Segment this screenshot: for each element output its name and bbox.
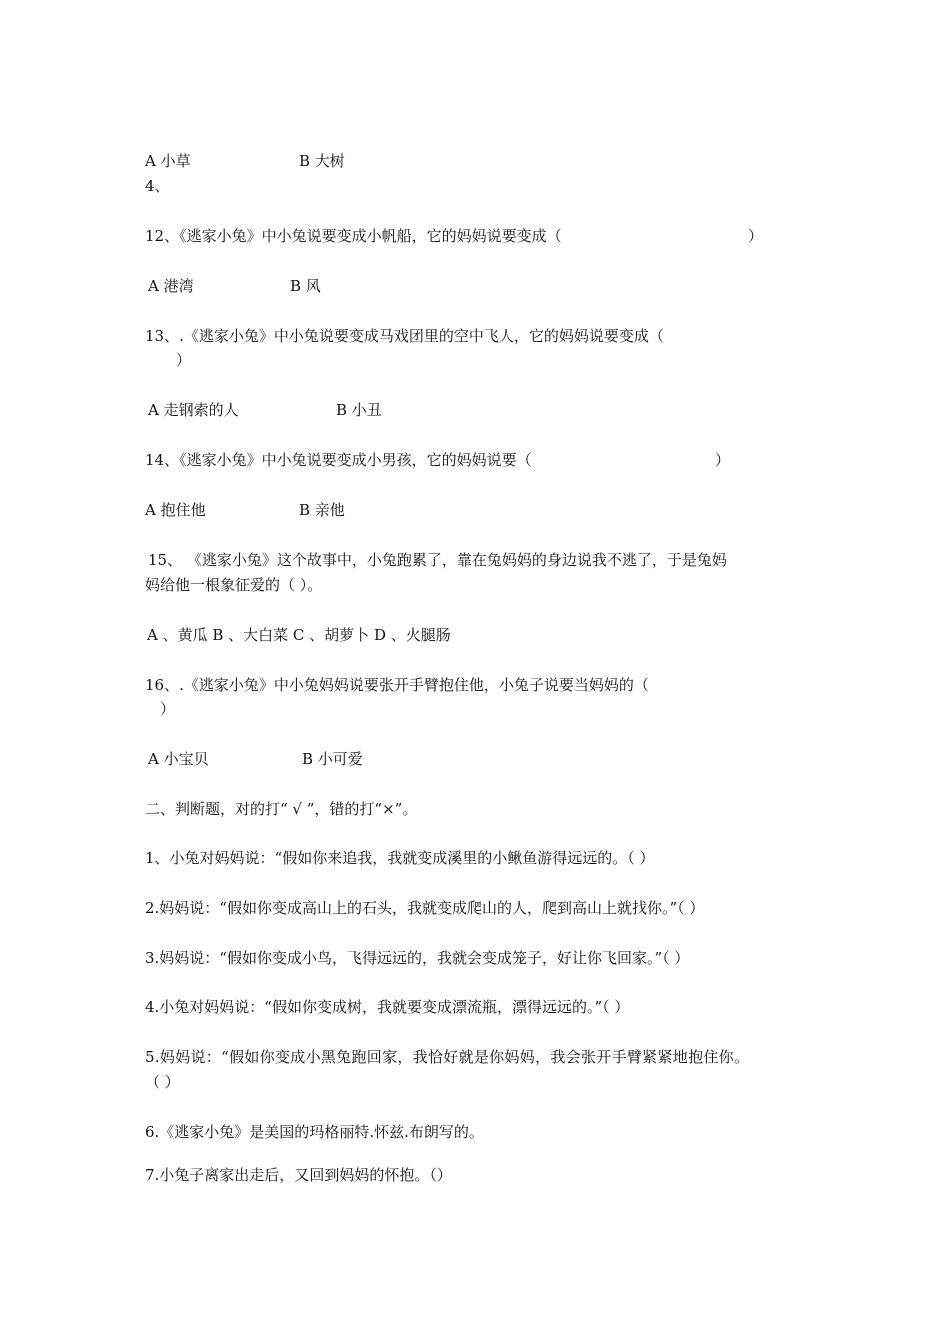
judge-item-3: 3.妈妈说：“假如你变成小鸟，飞得远远的，我就会变成笼子，好让你飞回家。”（ ） bbox=[145, 949, 690, 967]
judge-item-4: 4.小兔对妈妈说：“假如你变成树，我就要变成漂流瓶，漂得远远的。”（ ） bbox=[145, 998, 630, 1016]
question-16: 16、.《逃家小兔》中小兔妈妈说要张开手臂抱住他，小兔子说要当妈妈的（ bbox=[145, 676, 649, 694]
question-12-option-b: B 风 bbox=[290, 277, 321, 295]
question-16-option-a: A 小宝贝 bbox=[148, 750, 209, 768]
judge-item-7: 7.小兔子离家出走后，又回到妈妈的怀抱。（） bbox=[145, 1166, 452, 1184]
section-2-heading: 二、判断题，对的打“ √ ”，错的打“×”。 bbox=[145, 800, 418, 818]
question-13: 13、.《逃家小兔》中小兔说要变成马戏团里的空中飞人，它的妈妈说要变成（ bbox=[145, 327, 664, 345]
question-15-options: A 、黄瓜 B 、大白菜 C 、胡萝卜 D 、火腿肠 bbox=[147, 626, 451, 644]
question-14-option-a: A 抱住他 bbox=[145, 501, 206, 519]
question-15-line-1: 15、 《逃家小兔》这个故事中，小兔跑累了，靠在兔妈妈的身边说我不逃了，于是兔妈 bbox=[148, 551, 727, 569]
question-16-close-paren: ） bbox=[160, 700, 176, 718]
judge-item-5-paren: （ ） bbox=[145, 1073, 180, 1091]
question-13-close-paren: ） bbox=[176, 351, 192, 369]
question-15-line-2: 妈给他一根象征爱的（ ）。 bbox=[145, 576, 323, 594]
question-12: 12、《逃家小兔》中小兔说要变成小帆船，它的妈妈说要变成（ bbox=[145, 227, 562, 245]
judge-item-2: 2.妈妈说：“假如你变成高山上的石头，我就变成爬山的人，爬到高山上就找你。”（ ） bbox=[145, 899, 705, 917]
question-14-option-b: B 亲他 bbox=[299, 501, 345, 519]
item-4-label: 4、 bbox=[145, 177, 170, 195]
question-14-close-paren: ） bbox=[715, 451, 731, 469]
judge-item-5: 5.妈妈说：“假如你变成小黑兔跑回家，我恰好就是你妈妈，我会张开手臂紧紧地抱住你。 bbox=[145, 1048, 750, 1066]
question-12-close-paren: ） bbox=[748, 227, 764, 245]
question-13-option-b: B 小丑 bbox=[336, 401, 382, 419]
option-b-prev: B 大树 bbox=[299, 152, 345, 170]
option-a-prev: A 小草 bbox=[145, 152, 191, 170]
question-13-option-a: A 走钢索的人 bbox=[148, 401, 239, 419]
judge-item-1: 1、小兔对妈妈说：“假如你来追我，我就变成溪里的小鳅鱼游得远远的。（ ） bbox=[145, 849, 655, 867]
question-16-option-b: B 小可爱 bbox=[302, 750, 363, 768]
judge-item-6: 6.《逃家小兔》是美国的玛格丽特.怀兹.布朗写的。 bbox=[145, 1123, 484, 1141]
question-14: 14、《逃家小兔》中小兔说要变成小男孩，它的妈妈说要（ bbox=[145, 451, 532, 469]
question-12-option-a: A 港湾 bbox=[148, 277, 194, 295]
